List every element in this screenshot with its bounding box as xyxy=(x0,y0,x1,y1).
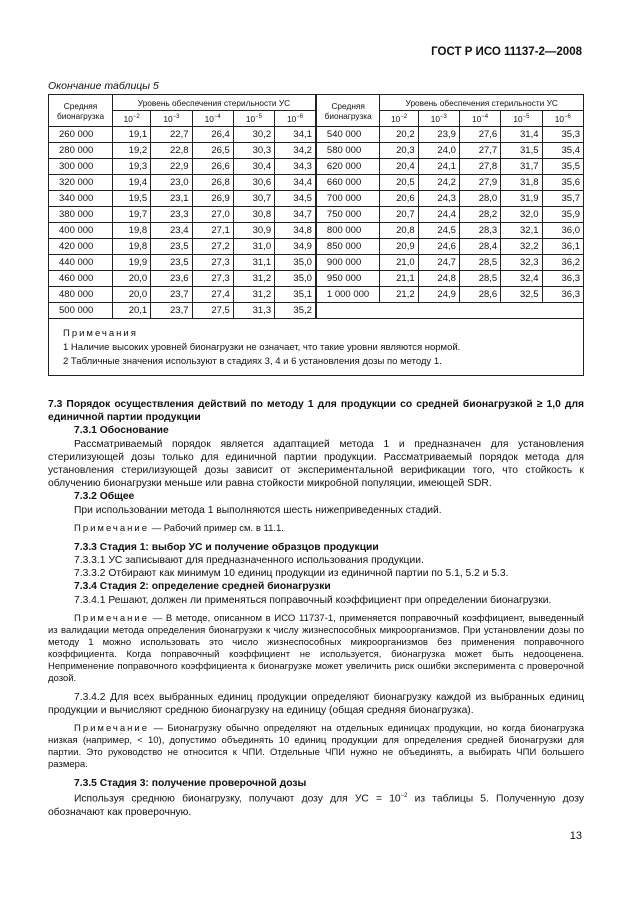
cell-dose: 24,2 xyxy=(418,175,459,191)
heading-7-3: 7.3 Порядок осуществления действий по методу 1 для продукции со средней бионагрузкой ≥ 1,0 для единичной партии продукции xyxy=(48,399,584,424)
para-7-3-3-1: 7.3.3.1 УС записывают для предназначенного использования продукции. xyxy=(74,555,424,567)
cell-dose: 27,0 xyxy=(192,207,233,223)
cell-dose: 23,5 xyxy=(151,239,192,255)
exp-left-3: $10^{-4}$ xyxy=(192,111,233,127)
table-row xyxy=(49,255,584,271)
cell-dose: 28,3 xyxy=(459,223,500,239)
cell-dose: 34,9 xyxy=(275,239,316,255)
para-7-3-5: Используя среднюю бионагрузку, получают дозу для УС = $10^{-2}$ из таблицы 5. Полученную дозу обозначают как проверочную. xyxy=(48,793,584,819)
para-7-3-2: При использовании метода 1 выполняются шесть нижеприведенных стадий. xyxy=(74,504,442,516)
cell-dose: 20,8 xyxy=(380,223,418,239)
cell-dose: 20,9 xyxy=(380,239,418,255)
cell-dose: 36,3 xyxy=(542,287,583,303)
cell-dose: 23,9 xyxy=(418,127,459,143)
cell-dose: 20,2 xyxy=(380,127,418,143)
para-7-3-3-2: 7.3.3.2 Отбирают как минимум 10 единиц продукции из единичной партии по 5.1, 5.2 и 5.3. xyxy=(74,568,509,580)
cell-dose: 35,4 xyxy=(542,143,583,159)
cell-dose: 19,8 xyxy=(113,223,151,239)
cell-dose: 20,5 xyxy=(380,175,418,191)
cell-dose: 31,3 xyxy=(233,303,274,319)
exp-left-1: $10^{-2}$ xyxy=(113,111,151,127)
table-row xyxy=(49,191,584,207)
cell-dose: 32,4 xyxy=(501,271,542,287)
table-caption: Окончание таблицы 5 xyxy=(48,80,159,92)
cell-bioburden: 340 000 xyxy=(49,191,113,207)
body-text xyxy=(48,398,584,819)
cell-dose: 35,0 xyxy=(275,271,316,287)
cell-dose: 36,0 xyxy=(542,223,583,239)
cell-dose: 27,2 xyxy=(192,239,233,255)
cell-dose: 19,1 xyxy=(113,127,151,143)
heading-7-3-3: 7.3.3 Стадия 1: выбор УС и получение образцов продукции xyxy=(74,541,379,553)
cell-dose: 23,1 xyxy=(151,191,192,207)
cell-dose: 34,3 xyxy=(275,159,316,175)
cell-dose: 31,0 xyxy=(233,239,274,255)
cell-bioburden: 440 000 xyxy=(49,255,113,271)
cell-dose: 28,6 xyxy=(459,287,500,303)
exp-left-5: $10^{-6}$ xyxy=(275,111,316,127)
note-7-3-2: Примечание — Рабочий пример см. в 11.1. xyxy=(74,522,284,534)
cell-bioburden: 460 000 xyxy=(49,271,113,287)
exp-left-2: $10^{-3}$ xyxy=(151,111,192,127)
heading-7-3-2: 7.3.2 Общее xyxy=(74,491,135,503)
cell-dose: 19,5 xyxy=(113,191,151,207)
cell-dose: 24,8 xyxy=(418,271,459,287)
table-body xyxy=(49,127,584,319)
heading-7-3-4: 7.3.4 Стадия 2: определение средней бионагрузки xyxy=(74,581,331,593)
cell-dose: 31,8 xyxy=(501,175,542,191)
cell-dose: 32,5 xyxy=(501,287,542,303)
cell-dose: 23,0 xyxy=(151,175,192,191)
cell-bioburden: 300 000 xyxy=(49,159,113,175)
cell-bioburden: 280 000 xyxy=(49,143,113,159)
cell-dose: 32,3 xyxy=(501,255,542,271)
table-row xyxy=(49,223,584,239)
cell-dose: 26,6 xyxy=(192,159,233,175)
cell-dose: 28,5 xyxy=(459,271,500,287)
cell-bioburden: 660 000 xyxy=(316,175,380,191)
cell-dose: 26,9 xyxy=(192,191,233,207)
cell-dose: 24,4 xyxy=(418,207,459,223)
cell-dose: 23,4 xyxy=(151,223,192,239)
table-row xyxy=(49,271,584,287)
exp-right-5: $10^{-6}$ xyxy=(542,111,583,127)
cell-dose: 35,9 xyxy=(542,207,583,223)
note-1: 1 Наличие высоких уровней бионагрузки не означает, что такие уровни являются нормой. xyxy=(63,342,461,353)
cell-dose: 36,3 xyxy=(542,271,583,287)
cell-dose: 23,7 xyxy=(151,287,192,303)
table-5 xyxy=(48,94,584,376)
cell-dose: 24,9 xyxy=(418,287,459,303)
notes-heading: Примечания xyxy=(63,328,138,339)
heading-7-3-5: 7.3.5 Стадия 3: получение проверочной дозы xyxy=(74,778,307,790)
cell-dose: 21,1 xyxy=(380,271,418,287)
cell-dose: 31,2 xyxy=(233,271,274,287)
cell-bioburden: 420 000 xyxy=(49,239,113,255)
cell-dose: 27,5 xyxy=(192,303,233,319)
cell-bioburden: 1 000 000 xyxy=(316,287,380,303)
cell-dose: 20,4 xyxy=(380,159,418,175)
cell-dose: 30,4 xyxy=(233,159,274,175)
cell-dose: 21,0 xyxy=(380,255,418,271)
cell-dose: 24,1 xyxy=(418,159,459,175)
note-2: 2 Табличные значения используют в стадиях 3, 4 и 6 установления дозы по методу 1. xyxy=(63,356,442,367)
cell-dose: 27,3 xyxy=(192,271,233,287)
cell-bioburden: 400 000 xyxy=(49,223,113,239)
cell-bioburden: 500 000 xyxy=(49,303,113,319)
cell-dose: 23,6 xyxy=(151,271,192,287)
cell-dose: 19,8 xyxy=(113,239,151,255)
cell-dose: 22,8 xyxy=(151,143,192,159)
cell-dose: 31,1 xyxy=(233,255,274,271)
cell-dose: 30,7 xyxy=(233,191,274,207)
cell-dose: 34,1 xyxy=(275,127,316,143)
cell-dose: 26,5 xyxy=(192,143,233,159)
cell-dose: 34,4 xyxy=(275,175,316,191)
cell-dose: 34,5 xyxy=(275,191,316,207)
cell-dose: 28,5 xyxy=(459,255,500,271)
col-bioburden-left: Средняя бионагрузка xyxy=(49,95,113,127)
exp-right-2: $10^{-3}$ xyxy=(418,111,459,127)
cell-dose: 35,7 xyxy=(542,191,583,207)
cell-dose: 28,2 xyxy=(459,207,500,223)
cell-dose: 19,3 xyxy=(113,159,151,175)
cell-dose: 27,6 xyxy=(459,127,500,143)
page-number: 13 xyxy=(569,830,582,842)
cell-dose: 24,7 xyxy=(418,255,459,271)
table-notes xyxy=(49,319,584,376)
exp-right-1: $10^{-2}$ xyxy=(380,111,418,127)
col-bioburden-right: Средняя бионагрузка xyxy=(316,95,380,127)
cell-bioburden: 480 000 xyxy=(49,287,113,303)
cell-dose: 35,5 xyxy=(542,159,583,175)
cell-dose: 19,9 xyxy=(113,255,151,271)
table-row xyxy=(49,303,584,319)
cell-bioburden: 850 000 xyxy=(316,239,380,255)
empty-cell xyxy=(316,303,584,319)
cell-dose: 36,1 xyxy=(542,239,583,255)
cell-dose: 36,2 xyxy=(542,255,583,271)
cell-dose: 27,4 xyxy=(192,287,233,303)
cell-dose: 30,3 xyxy=(233,143,274,159)
cell-dose: 24,3 xyxy=(418,191,459,207)
cell-bioburden: 800 000 xyxy=(316,223,380,239)
cell-dose: 23,5 xyxy=(151,255,192,271)
cell-dose: 27,8 xyxy=(459,159,500,175)
cell-dose: 27,1 xyxy=(192,223,233,239)
document-header: ГОСТ Р ИСО 11137-2—2008 xyxy=(431,46,582,58)
cell-dose: 30,2 xyxy=(233,127,274,143)
cell-dose: 20,3 xyxy=(380,143,418,159)
cell-dose: 34,8 xyxy=(275,223,316,239)
cell-dose: 31,5 xyxy=(501,143,542,159)
cell-dose: 22,7 xyxy=(151,127,192,143)
cell-bioburden: 620 000 xyxy=(316,159,380,175)
cell-bioburden: 700 000 xyxy=(316,191,380,207)
cell-bioburden: 540 000 xyxy=(316,127,380,143)
cell-dose: 30,8 xyxy=(233,207,274,223)
cell-bioburden: 320 000 xyxy=(49,175,113,191)
table-row xyxy=(49,287,584,303)
table-row xyxy=(49,143,584,159)
cell-dose: 19,4 xyxy=(113,175,151,191)
cell-dose: 28,0 xyxy=(459,191,500,207)
col-sal-left: Уровень обеспечения стерильности УС xyxy=(113,95,316,111)
cell-dose: 30,9 xyxy=(233,223,274,239)
cell-dose: 26,4 xyxy=(192,127,233,143)
cell-dose: 35,6 xyxy=(542,175,583,191)
exp-right-4: $10^{-5}$ xyxy=(501,111,542,127)
cell-bioburden: 380 000 xyxy=(49,207,113,223)
table-row xyxy=(49,207,584,223)
para-7-3-1: Рассматриваемый порядок является адаптацией метода 1 и предназначен для установления стерилизующей дозы только для единичной партии продукции. Рассматриваемый порядок метода для установления стерилизующей дозы зависит от экспериментальной верификации того, что стойкость к облучению бионагрузки меньше или равна стойкости микробной популяции, имеющей SDR. xyxy=(48,438,584,490)
cell-dose: 35,2 xyxy=(275,303,316,319)
cell-bioburden: 260 000 xyxy=(49,127,113,143)
cell-dose: 27,3 xyxy=(192,255,233,271)
cell-bioburden: 750 000 xyxy=(316,207,380,223)
cell-dose: 23,7 xyxy=(151,303,192,319)
table-row xyxy=(49,175,584,191)
cell-dose: 20,6 xyxy=(380,191,418,207)
cell-dose: 34,2 xyxy=(275,143,316,159)
cell-dose: 19,7 xyxy=(113,207,151,223)
cell-dose: 27,7 xyxy=(459,143,500,159)
cell-bioburden: 580 000 xyxy=(316,143,380,159)
table-row xyxy=(49,159,584,175)
cell-dose: 32,0 xyxy=(501,207,542,223)
cell-dose: 19,2 xyxy=(113,143,151,159)
cell-dose: 31,7 xyxy=(501,159,542,175)
cell-dose: 31,4 xyxy=(501,127,542,143)
para-7-3-4-1: 7.3.4.1 Решают, должен ли применяться поправочный коэффициент при определении бионагрузки. xyxy=(74,594,552,606)
cell-dose: 31,2 xyxy=(233,287,274,303)
cell-bioburden: 900 000 xyxy=(316,255,380,271)
cell-dose: 32,1 xyxy=(501,223,542,239)
note-7-3-4-1: Примечание — В методе, описанном в ИСО 11737-1, применяется поправочный коэффициент, выведенный из валидации метода определения бионагрузки к числу жизнеспособных микроорганизмов. При установлении дозы по методу 1 можно использовать это число жизнеспособных микроорганизмов без применения поправочного коэффициента. Когда поправочный коэффициент не используется, бионагрузка может быть недооценена. Неприменение поправочного коэффициента к бионагрузке может увеличить риск ошибки эксперимента с проверочной дозой. xyxy=(48,612,584,684)
cell-dose: 34,7 xyxy=(275,207,316,223)
cell-dose: 20,0 xyxy=(113,271,151,287)
cell-dose: 30,6 xyxy=(233,175,274,191)
cell-dose: 26,8 xyxy=(192,175,233,191)
note-7-3-4-2: Примечание — Бионагрузку обычно определяют на отдельных единицах продукции, но когда бионагрузка низкая (например, < 10), допустимо объединять 10 единиц продукции для определения средней бионагрузки для партии. Это руководство не относится к ЧПИ. Отдельные ЧПИ нужно не объединять, а выбирать ЧПИ большего размера. xyxy=(48,723,584,771)
cell-dose: 23,3 xyxy=(151,207,192,223)
col-sal-right: Уровень обеспечения стерильности УС xyxy=(380,95,584,111)
cell-dose: 31,9 xyxy=(501,191,542,207)
cell-dose: 21,2 xyxy=(380,287,418,303)
cell-dose: 35,3 xyxy=(542,127,583,143)
cell-dose: 24,6 xyxy=(418,239,459,255)
cell-dose: 20,0 xyxy=(113,287,151,303)
table-row xyxy=(49,127,584,143)
cell-bioburden: 950 000 xyxy=(316,271,380,287)
para-7-3-4-2: 7.3.4.2 Для всех выбранных единиц продукции определяют бионагрузку каждой из выбранных единиц продукции и вычисляют среднюю бионагрузку на единицу (общая средняя бионагрузка). xyxy=(48,691,584,717)
cell-dose: 28,4 xyxy=(459,239,500,255)
cell-dose: 24,0 xyxy=(418,143,459,159)
cell-dose: 32,2 xyxy=(501,239,542,255)
cell-dose: 35,1 xyxy=(275,287,316,303)
heading-7-3-1: 7.3.1 Обоснование xyxy=(74,425,169,437)
cell-dose: 27,9 xyxy=(459,175,500,191)
exp-right-3: $10^{-4}$ xyxy=(459,111,500,127)
exp-left-4: $10^{-5}$ xyxy=(233,111,274,127)
table-row xyxy=(49,239,584,255)
cell-dose: 20,1 xyxy=(113,303,151,319)
cell-dose: 22,9 xyxy=(151,159,192,175)
cell-dose: 20,7 xyxy=(380,207,418,223)
cell-dose: 24,5 xyxy=(418,223,459,239)
cell-dose: 35,0 xyxy=(275,255,316,271)
